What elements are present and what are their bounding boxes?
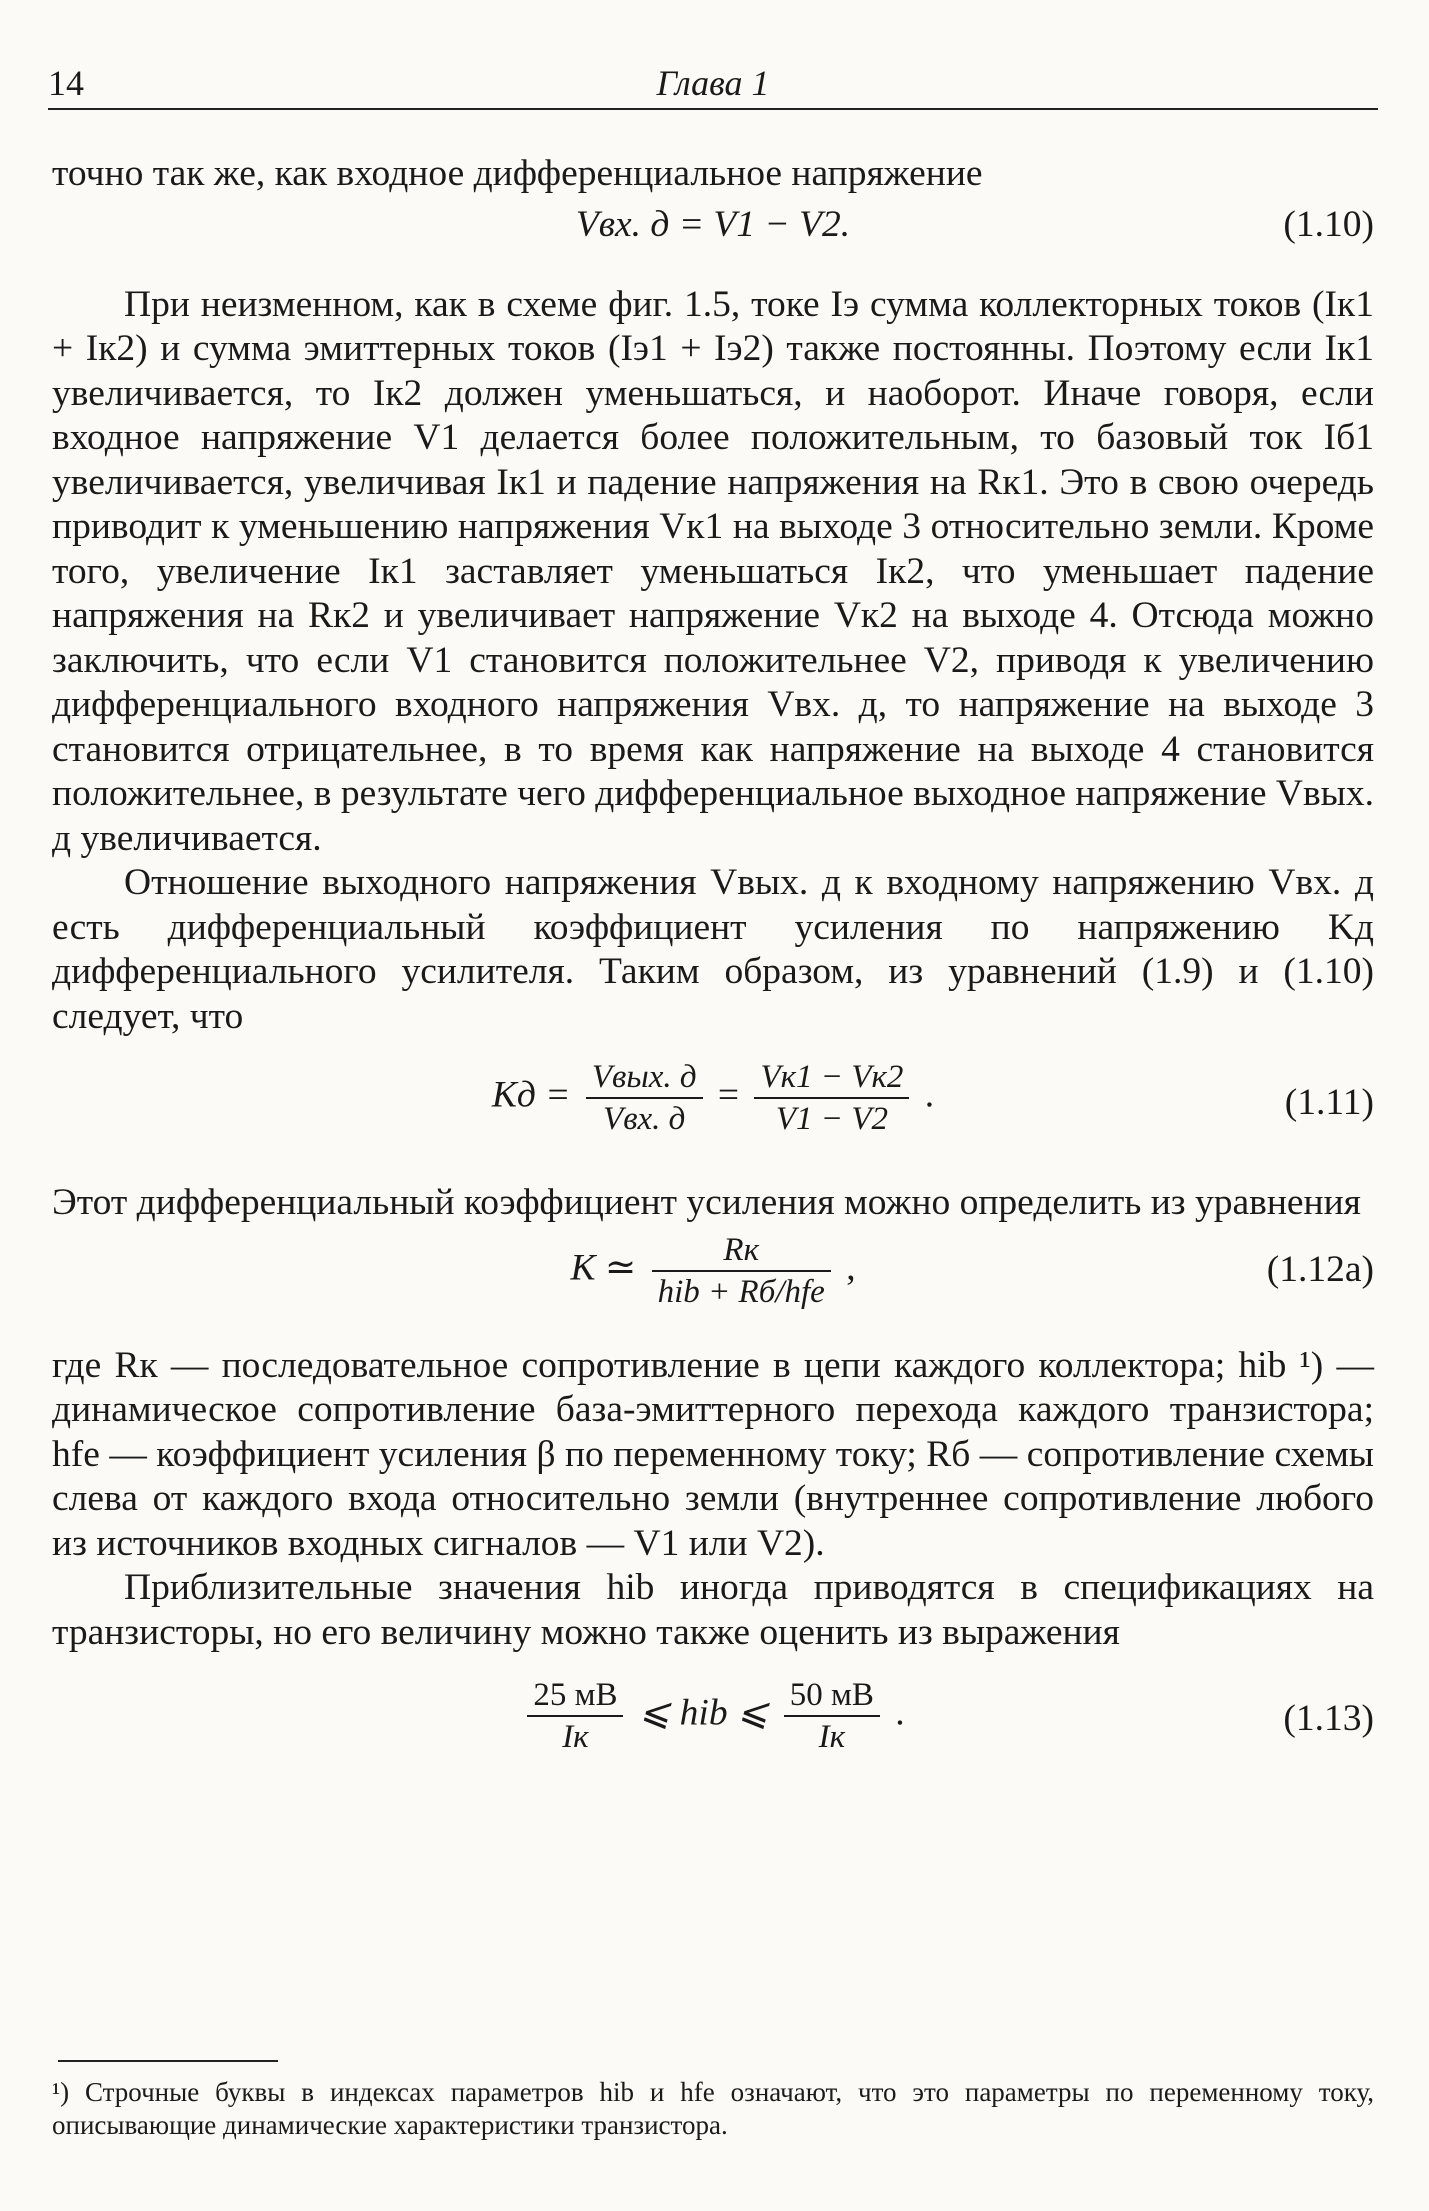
footnote-rule [58,2060,278,2062]
eq111-number: (1.11) [1284,1082,1374,1123]
eq112-lhs: K ≃ [570,1247,637,1289]
eq112-end: , [846,1247,856,1289]
eq113-fraction-1 [527,1675,623,1757]
paragraph-3: Отношение выходного напряжения Vвых. д к входному напряжению Vвх. д есть дифференциальный коэффициент усиления по напряжению Kд дифференциального усилителя. Таким образом, из уравнений (1.9) и (1.10) следует, что [52,862,1374,1037]
eq113-f2-numerator: 50 мВ [784,1675,880,1717]
eq113-number: (1.13) [1283,1698,1374,1739]
eq111-mid: = [717,1074,740,1116]
page-header [48,48,1378,118]
header-rule [48,108,1378,110]
paragraph-2: При неизменном, как в схеме фиг. 1.5, токе Iэ сумма коллекторных токов (Iк1 + Iк2) и сумма эмиттерных токов (Iэ1 + Iэ2) также постоянны. Поэтому если Iк1 увеличивается, то Iк2 должен уменьшаться, и наоборот. Иначе говоря, если входное напряжение V1 делается более положительным, то базовый ток Iб1 увеличивается, увеличивая Iк1 и падение напряжения на Rк1. Это в свою очередь приводит к уменьшению напряжения Vк1 на выходе 3 относительно земли. Кроме того, увеличение Iк1 заставляет уменьшаться Iк2, что уменьшает падение напряжения на Rк2 и увеличивает напряжение Vк2 на выходе 4. Отсюда можно заключить, что если V1 становится положительнее V2, приводя к увеличению дифференциального входного напряжения Vвх. д, то напряжение на выходе 3 становится отрицательнее, в то время как напряжение на выходе 4 становится положительнее, в результате чего дифференциальное выходное напряжение Vвых. д увеличивается. [52,283,1374,859]
eq112-numerator: Rк [652,1230,831,1272]
eq111-fraction-1 [586,1057,703,1139]
running-head: Глава 1 [656,63,770,103]
equation-1-13 [52,1675,1374,1765]
eq110-rhs: = V1 − V2. [678,203,851,245]
paragraph-1: точно так же, как входное дифференциальное напряжение [52,153,983,194]
footnote-text: ¹) Строчные буквы в индексах параметров hib и hfe означают, что это параметры по переменному току, описывающие динамические характеристики транзистора. [52,2077,1374,2140]
paragraph-6: Приблизительные значения hib иногда приводятся в спецификациях на транзисторы, но его величину можно также оценить из выражения [52,1567,1374,1653]
paragraph-5: где Rк — последовательное сопротивление в цепи каждого коллектора; hib ¹) — динамическое сопротивление база-эмиттерного перехода каждого транзистора; hfe — коэффициент усиления β по переменному току; Rб — сопротивление схемы слева от каждого входа относительно земли (внутреннее сопротивление любого из источников входных сигналов — V1 или V2). [52,1344,1374,1564]
eq111-f1-denominator: Vвх. д [603,1101,686,1137]
paragraph-4: Этот дифференциальный коэффициент усиления можно определить из уравнения [52,1182,1361,1223]
eq110-lhs: Vвх. д [575,203,670,245]
eq110-number: (1.10) [1283,203,1374,245]
eq113-mid: ⩽ hib ⩽ [638,1692,769,1734]
eq112-denominator: hib + Rб/hfe [657,1273,825,1310]
eq111-lhs: Kд = [491,1074,571,1116]
eq113-end: . [895,1692,905,1734]
eq111-f1-numerator: Vвых. д [586,1057,703,1099]
eq112-number: (1.12a) [1266,1248,1374,1290]
equation-1-10 [52,201,1374,253]
footnote [52,2076,1374,2141]
eq113-f2-denominator: Iк [818,1719,846,1755]
eq112-fraction [652,1230,831,1312]
page-body [52,152,1374,1765]
eq113-f1-denominator: Iк [562,1719,589,1755]
eq111-end: . [924,1074,935,1116]
eq113-f1-numerator: 25 мВ [527,1675,623,1717]
equation-1-11 [52,1057,1374,1153]
eq111-fraction-2 [754,1057,909,1139]
eq111-f2-numerator: Vк1 − Vк2 [754,1057,909,1099]
eq113-fraction-2 [784,1675,880,1757]
eq111-f2-denominator: V1 − V2 [775,1101,888,1137]
page-number: 14 [48,63,84,103]
equation-1-12a [52,1230,1374,1318]
